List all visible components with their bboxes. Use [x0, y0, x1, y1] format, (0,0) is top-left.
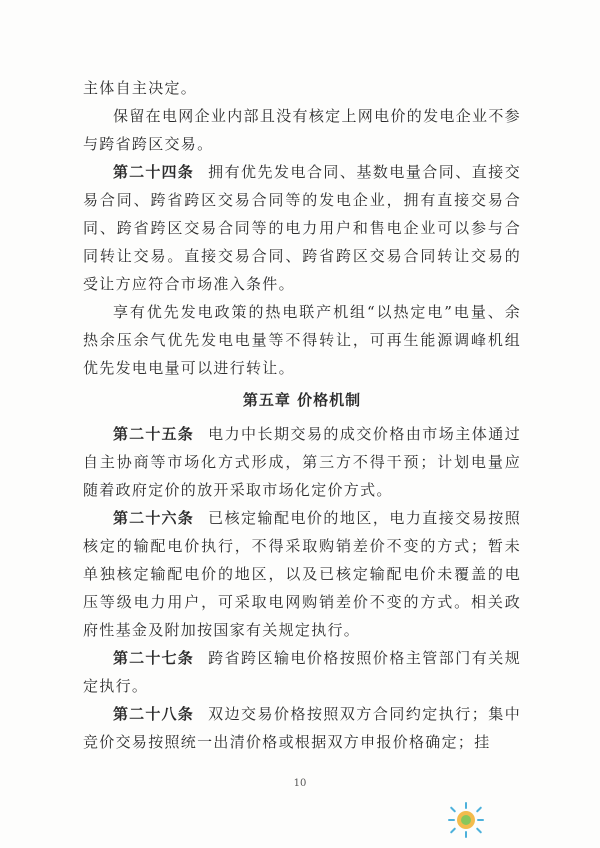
article-24	[83, 158, 521, 298]
document-body	[83, 74, 521, 756]
article-28-heading: 第二十八条	[113, 705, 194, 723]
article-26-heading: 第二十六条	[113, 509, 194, 527]
article-28	[83, 700, 521, 756]
watermark-logo	[440, 796, 590, 840]
article-25-body: 电力中长期交易的成交价格由市场主体通过自主协商等市场化方式形成，第三方不得干预；计划电量应随着政府定价的放开采取市场化定价方式。	[83, 425, 521, 499]
article-27-body: 跨省跨区输电价格按照价格主管部门有关规定执行。	[83, 649, 521, 695]
article-28-body: 双边交易价格按照双方合同约定执行；集中竞价交易按照统一出清价格或根据双方申报价格确定；挂	[83, 705, 521, 751]
paragraph-transfer-restriction: 享有优先发电政策的热电联产机组“以热定电”电量、余热余压余气优先发电电量等不得转让，可再生能源调峰机组优先发电电量可以进行转让。	[83, 303, 521, 377]
article-26	[83, 504, 521, 644]
chapter-title: 第五章 价格机制	[242, 391, 362, 409]
article-27	[83, 644, 521, 700]
sun-logo-icon	[440, 796, 490, 840]
article-27-heading: 第二十七条	[113, 649, 194, 667]
article-26-body: 已核定输配电价的地区，电力直接交易按照核定的输配电价执行，不得采取购销差价不变的方式；暂未单独核定输配电价的地区，以及已核定输配电价未覆盖的电压等级电力用户，可采取电网购销差价不变的方式。相关政府性基金及附加按国家有关规定执行。	[83, 509, 521, 639]
article-24-body: 拥有优先发电合同、基数电量合同、直接交易合同、跨省跨区交易合同等的发电企业，拥有直接交易合同、跨省跨区交易合同等的电力用户和售电企业可以参与合同转让交易。直接交易合同、跨省跨区交易合同转让交易的受让方应符合市场准入条件。	[83, 163, 521, 293]
page-number: 10	[293, 778, 307, 789]
article-25-heading: 第二十五条	[113, 425, 194, 443]
paragraph-continuation: 主体自主决定。	[83, 79, 198, 97]
article-24-heading: 第二十四条	[113, 163, 194, 181]
article-25	[83, 420, 521, 504]
paragraph-exclusion: 保留在电网企业内部且没有核定上网电价的发电企业不参与跨省跨区交易。	[83, 107, 521, 153]
